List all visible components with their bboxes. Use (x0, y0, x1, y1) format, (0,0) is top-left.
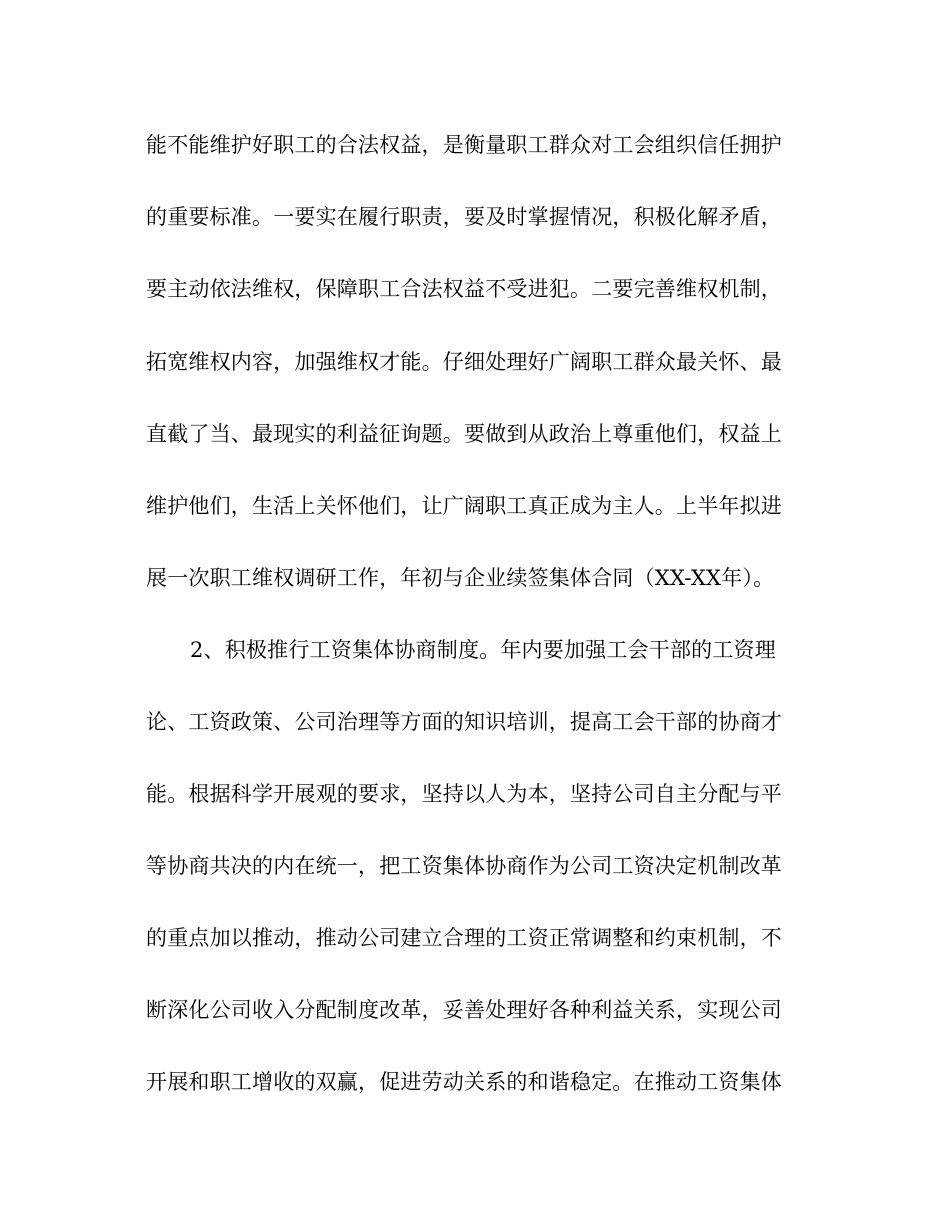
text-line: 开展和职工增收的双赢，促进劳动关系的和谐稳定。在推动工资集体 (146, 1070, 782, 1094)
paragraph-first-line: 2、积极推行工资集体协商制度。年内要加强工会干部的工资理 (190, 638, 776, 662)
text-line: 拓宽维权内容，加强维权才能。仔细处理好广阔职工群众最关怀、最 (146, 350, 782, 374)
text-line: 展一次职工维权调研工作，年初与企业续签集体合同（XX-XX年）。 (146, 566, 775, 590)
text-line: 的重点加以推动，推动公司建立合理的工资正常调整和约束机制，不 (146, 926, 782, 950)
text-line: 等协商共决的内在统一，把工资集体协商作为公司工资决定机制改革 (146, 854, 782, 878)
text-line: 断深化公司收入分配制度改革，妥善处理好各种利益关系，实现公司 (146, 998, 782, 1022)
text-line: 要主动依法维权，保障职工合法权益不受进犯。二要完善维权机制， (146, 277, 782, 301)
text-line: 能不能维护好职工的合法权益，是衡量职工群众对工会组织信任拥护 (146, 133, 782, 157)
text-line: 的重要标准。一要实在履行职责，要及时掌握情况，积极化解矛盾， (146, 205, 782, 229)
text-line: 维护他们，生活上关怀他们，让广阔职工真正成为主人。上半年拟进 (146, 494, 782, 518)
text-line: 直截了当、最现实的利益征询题。要做到从政治上尊重他们，权益上 (146, 422, 782, 446)
text-line: 论、工资政策、公司治理等方面的知识培训，提高工会干部的协商才 (146, 710, 782, 734)
text-line: 能。根据科学开展观的要求，坚持以人为本，坚持公司自主分配与平 (146, 782, 782, 806)
